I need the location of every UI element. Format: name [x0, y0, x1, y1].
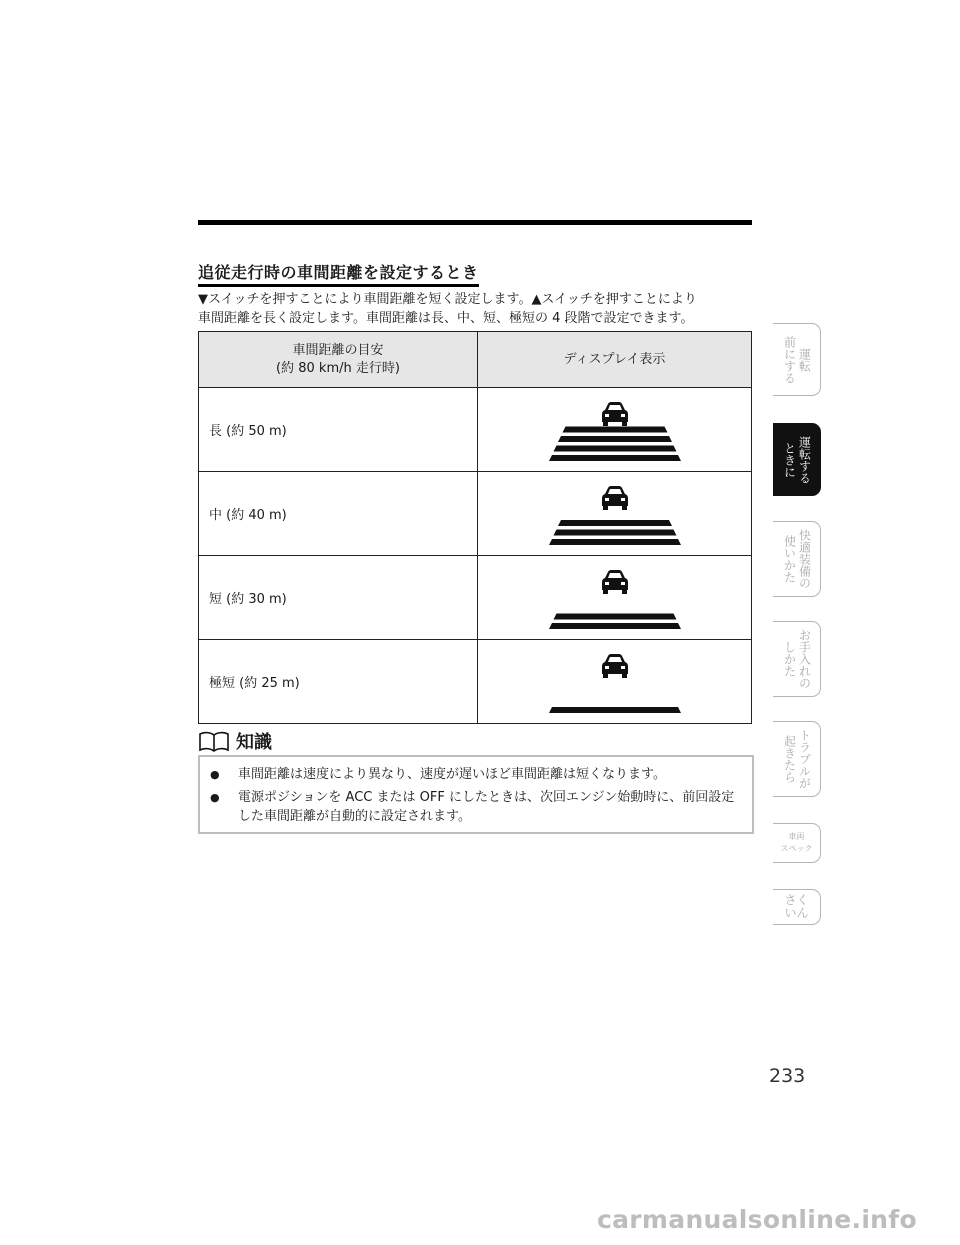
- tab-index[interactable]: [773, 889, 821, 925]
- tab-label: 快適装備の: [797, 529, 812, 589]
- distance-label: 中 (約 40 m): [199, 472, 478, 556]
- display-cell: [478, 388, 752, 472]
- table-row: [199, 556, 752, 640]
- distance-bar: [549, 455, 681, 461]
- distance-display-long: [545, 397, 685, 463]
- tab-label: ときに: [782, 441, 797, 478]
- distance-display-middle: [545, 481, 685, 547]
- distance-bar: [553, 445, 676, 451]
- car-icon: [602, 402, 628, 426]
- page-number: 233: [769, 1065, 806, 1087]
- tab-label: 起きたら: [782, 735, 797, 783]
- knowledge-item-text: 車間距離は速度により異なり、速度が遅いほど車間距離は短くなります。: [238, 767, 666, 782]
- tab-label: 使いかた: [782, 535, 797, 583]
- list-item: [210, 788, 742, 826]
- distance-bar: [558, 520, 672, 526]
- tab-label: 運転: [797, 347, 812, 372]
- distance-bar: [562, 426, 667, 432]
- header-distance-line1: 車間距離の目安: [292, 342, 384, 358]
- list-item: [210, 765, 742, 784]
- car-icon: [602, 654, 628, 678]
- tab-troubleshooting[interactable]: [773, 721, 821, 797]
- tab-label: しかた: [782, 641, 797, 677]
- header-distance: [199, 332, 478, 388]
- tab-label: お手入れの: [797, 629, 812, 689]
- bullet-icon: ●: [210, 791, 220, 804]
- section-title: 追従走行時の車間距離を設定するとき: [198, 260, 479, 287]
- distance-display-extra-short: [545, 649, 685, 715]
- intro-line-2: 車間距離を長く設定します。車間距離は長、中、短、極短の 4 段階で設定できます。: [198, 311, 694, 326]
- tab-comfort-features[interactable]: [773, 521, 821, 597]
- tab-label: スペック: [780, 844, 813, 853]
- tab-while-driving[interactable]: [773, 423, 821, 496]
- knowledge-title: 知識: [236, 732, 272, 753]
- display-cell: [478, 472, 752, 556]
- distance-display-short: [545, 565, 685, 631]
- tab-label: 前にする: [782, 335, 797, 384]
- tab-label: 車両: [788, 832, 805, 841]
- knowledge-heading: [198, 728, 272, 754]
- top-rule: [198, 220, 752, 225]
- header-distance-line2: (約 80 km/h 走行時): [276, 360, 400, 376]
- distance-bar: [553, 613, 676, 619]
- distance-bar: [549, 707, 681, 713]
- tab-specifications[interactable]: [773, 823, 821, 863]
- table-row: [199, 640, 752, 724]
- display-cell: [478, 556, 752, 640]
- tab-label: トラブルが: [797, 729, 812, 789]
- tab-label: さく: [784, 893, 809, 907]
- intro-line-1: ▼スイッチを押すことにより車間距離を短く設定します。▲スイッチを押すことにより: [198, 292, 697, 307]
- tab-maintenance[interactable]: [773, 621, 821, 697]
- distance-label: 長 (約 50 m): [199, 388, 478, 472]
- distance-label: 短 (約 30 m): [199, 556, 478, 640]
- display-cell: [478, 640, 752, 724]
- car-icon: [602, 570, 628, 594]
- tab-before-driving[interactable]: [773, 323, 821, 396]
- distance-bar: [549, 623, 681, 629]
- table-row: [199, 388, 752, 472]
- knowledge-item-text: 電源ポジションを ACC または OFF にしたときは、次回エンジン始動時に、前回設定した車間距離が自動的に設定されます。: [238, 790, 735, 824]
- distance-bar: [549, 539, 681, 545]
- header-display: ディスプレイ表示: [478, 332, 752, 388]
- car-icon: [602, 486, 628, 510]
- table-row: [199, 472, 752, 556]
- bullet-icon: ●: [210, 768, 220, 781]
- distance-table: [198, 331, 752, 724]
- watermark: carmanualsonline.info: [597, 1205, 917, 1234]
- knowledge-box: [198, 755, 754, 834]
- distance-label: 極短 (約 25 m): [199, 640, 478, 724]
- distance-bar: [558, 436, 672, 442]
- distance-bar: [553, 529, 676, 535]
- tab-label: いん: [784, 906, 809, 920]
- tab-label: 運転する: [797, 435, 812, 484]
- book-icon: [198, 730, 230, 752]
- intro-text: [198, 290, 758, 328]
